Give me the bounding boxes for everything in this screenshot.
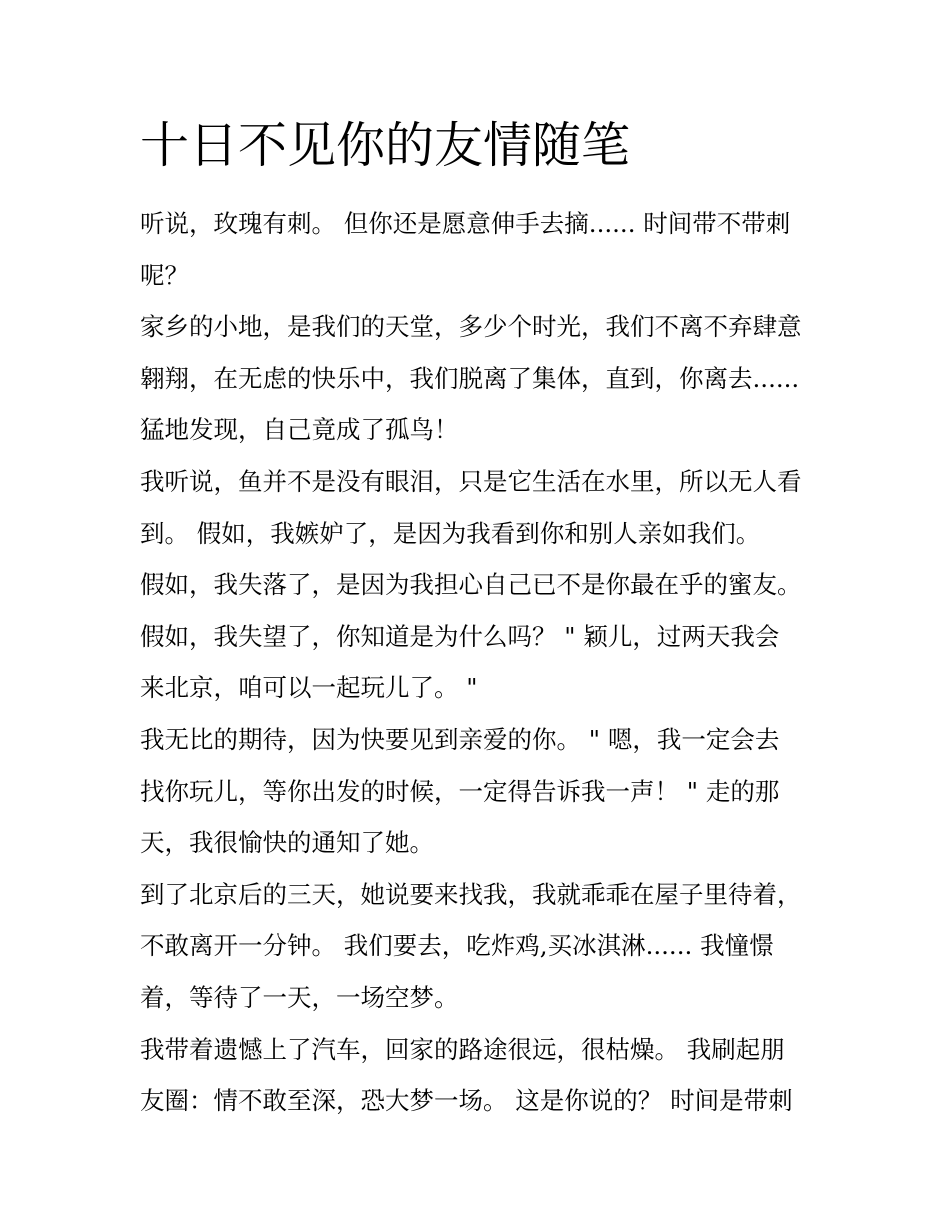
text-line: 家乡的小地，是我们的天堂，多少个时光，我们不离不弃肆意 — [140, 312, 802, 342]
text-line: 我听说，鱼并不是没有眼泪，只是它生活在水里，所以无人看 — [140, 466, 802, 496]
text-line: 假如，我失望了，你知道是为什么吗？ " 颖儿，过两天我会 — [140, 621, 780, 651]
text-line: 不敢离开一分钟。 我们要去，吃炸鸡,买冰淇淋...... 我憧憬 — [140, 931, 774, 961]
document-title: 十日不见你的友情随笔 — [140, 117, 631, 174]
text-line: 猛地发现，自己竟成了孤鸟！ — [140, 415, 459, 445]
text-line: 找你玩儿，等你出发的时候，一定得告诉我一声！ " 走的那 — [140, 776, 780, 806]
text-line: 到了北京后的三天，她说要来找我，我就乖乖在屋子里待着， — [140, 879, 802, 909]
text-line: 天，我很愉快的通知了她。 — [140, 828, 434, 858]
text-line: 友圈：情不敢至深，恐大梦一场。 这是你说的？ 时间是带刺 — [140, 1086, 793, 1116]
text-line: 着，等待了一天，一场空梦。 — [140, 982, 459, 1012]
text-line: 我无比的期待，因为快要见到亲爱的你。 " 嗯，我一定会去 — [140, 724, 780, 754]
text-line: 假如，我失落了，是因为我担心自己已不是你最在乎的蜜友。 — [140, 570, 802, 600]
text-line: 听说，玫瑰有刺。 但你还是愿意伸手去摘...... 时间带不带刺 — [140, 209, 791, 238]
text-line: 来北京，咱可以一起玩儿了。 " — [140, 673, 478, 703]
document-body — [140, 198, 812, 1127]
text-line: 我带着遗憾上了汽车，回家的路途很远，很枯燥。 我刷起朋 — [140, 1034, 785, 1064]
text-line: 到。 假如，我嫉妒了，是因为我看到你和别人亲如我们。 — [140, 518, 761, 548]
text-line: 翱翔，在无虑的快乐中，我们脱离了集体，直到，你离去...... — [140, 363, 800, 393]
text-line: 呢？ — [140, 260, 189, 290]
